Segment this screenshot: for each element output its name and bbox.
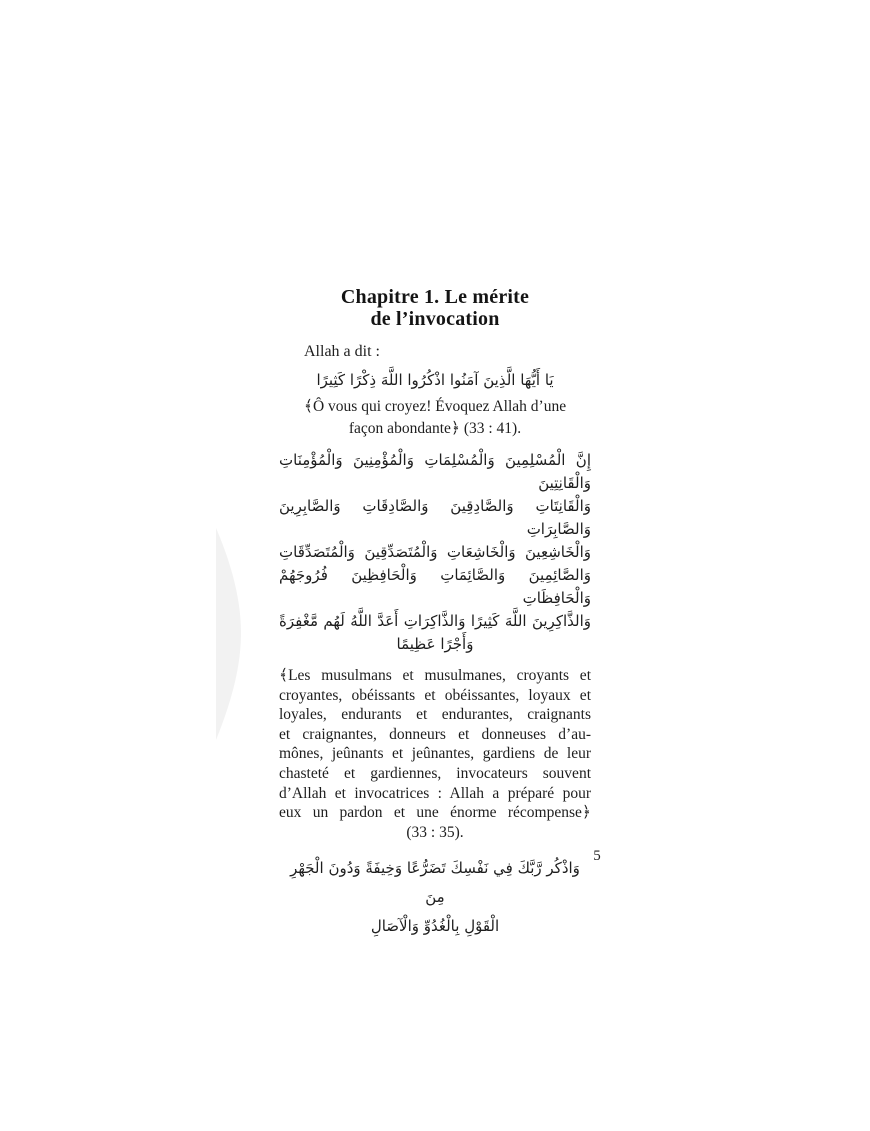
arabic-verse-33-35 — [279, 449, 591, 656]
translation-33-35-line: d’Allah et invocatrices : Allah a préparé pour — [279, 784, 591, 802]
arabic-verse-33-35-line: وَالذَّاكِرِينَ اللَّهَ كَثِيرًا وَالذَّاكِرَاتِ أَعَدَّ اللَّهُ لَهُم مَّغْفِرَةً — [279, 612, 591, 630]
page-content — [279, 286, 591, 941]
translation-33-35-line: loyales, endurants et endurantes, craignants — [279, 706, 591, 724]
arabic-verse-7-205 — [279, 854, 591, 941]
translation-33-35-line: mônes, jeûnants et jeûnantes, gardiens de leur — [279, 745, 591, 763]
chapter-title-line1: Chapitre 1. Le mérite — [340, 286, 530, 308]
translation-33-41-line: façon abondante﴿ (33 : 41). — [348, 419, 522, 437]
page-curl-highlight — [200, 524, 252, 750]
translation-33-35-line: eux un pardon et une énorme récompense﴿ — [279, 804, 591, 822]
chapter-title — [279, 286, 591, 330]
translation-33-41 — [279, 396, 591, 439]
translation-33-35 — [279, 666, 591, 842]
arabic-verse-33-35-line: وَأَجْرًا عَظِيمًا — [396, 635, 474, 653]
intro-text: Allah a dit : — [304, 343, 380, 360]
translation-33-35-line: et craignantes, donneurs et donneuses d’au- — [279, 725, 591, 743]
translation-33-35-line: croyantes, obéissants et obéissantes, loyaux et — [279, 686, 591, 704]
translation-33-35-line: ﴾Les musulmans et musulmanes, croyants et — [279, 667, 591, 684]
arabic-verse-33-35-line: وَالْقَانِتَاتِ وَالصَّادِقِينَ وَالصَّادِقَاتِ وَالصَّابِرِينَ وَالصَّابِرَاتِ — [279, 497, 591, 538]
verse-reference-33-35: (33 : 35). — [406, 823, 464, 841]
translation-33-35-line: chasteté et gardiennes, invocateurs souvent — [279, 764, 591, 782]
chapter-title-line2: de l’invocation — [370, 308, 500, 330]
arabic-verse-7-205-line: الْقَوْلِ بِالْغُدُوِّ وَالْآصَالِ — [370, 917, 500, 936]
translation-33-41-line: ﴾Ô vous qui croyez! Évoquez Allah d’une — [303, 398, 567, 415]
arabic-verse-33-41: يَا أَيُّهَا الَّذِينَ آمَنُوا اذْكُرُوا اللَّهَ ذِكْرًا كَثِيرًا — [316, 371, 554, 389]
arabic-verse-7-205-line: وَاذْكُر رَّبَّكَ فِي نَفْسِكَ تَضَرُّعًا وَخِيفَةً وَدُونَ الْجَهْرِ مِنَ — [290, 859, 580, 907]
arabic-verse-33-35-line: إِنَّ الْمُسْلِمِينَ وَالْمُسْلِمَاتِ وَالْمُؤْمِنِينَ وَالْمُؤْمِنَاتِ وَالْقَانِتِينَ — [279, 451, 591, 492]
arabic-verse-33-35-line: وَالْخَاشِعِينَ وَالْخَاشِعَاتِ وَالْمُتَصَدِّقِينَ وَالْمُتَصَدِّقَاتِ — [279, 543, 591, 561]
arabic-verse-33-35-line: وَالصَّائِمِينَ وَالصَّائِمَاتِ وَالْحَافِظِينَ فُرُوجَهُمْ وَالْحَافِظَاتِ — [279, 566, 591, 607]
page-number: 5 — [593, 848, 601, 864]
